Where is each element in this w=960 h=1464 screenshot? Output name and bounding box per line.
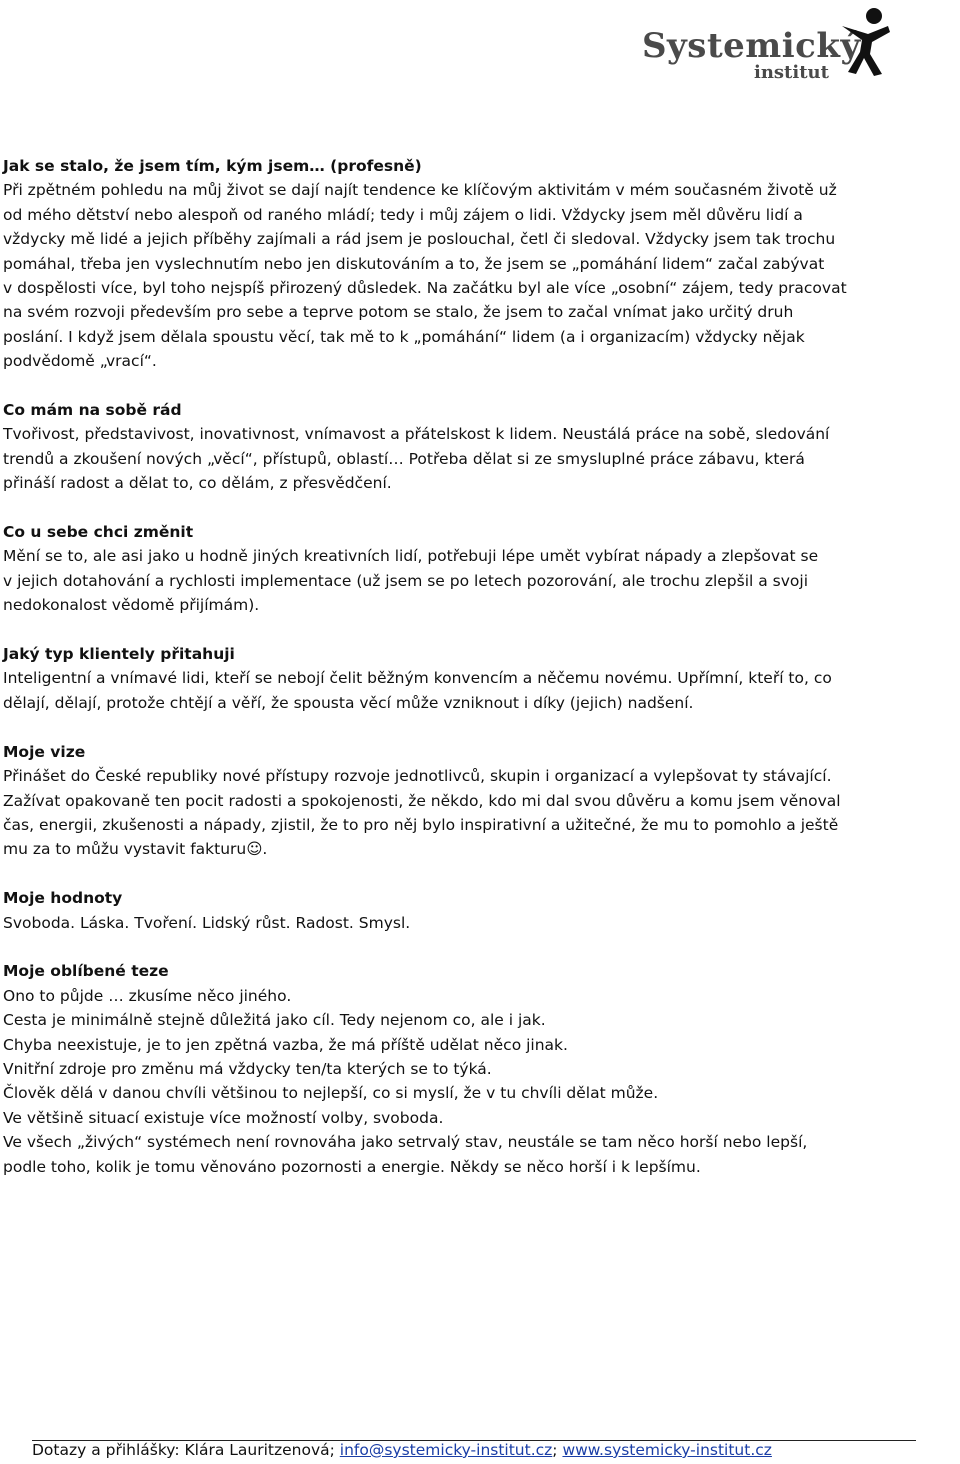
paragraph-line: Při zpětném pohledu na můj život se dají najít tendence ke klíčovým aktivitám v mém současném životě už [3, 181, 837, 200]
logo-figure-icon [836, 4, 896, 76]
paragraph-line: Svoboda. Láska. Tvoření. Lidský růst. Radost. Smysl. [3, 913, 411, 932]
paragraph-line: čas, energii, zkušenosti a nápady, zjistil, že to pro něj bylo inspirativní a užitečné, že mu to pomohlo a ještě [3, 815, 839, 834]
logo [636, 4, 896, 84]
section [3, 642, 958, 715]
paragraph-line: Cesta je minimálně stejně důležitá jako cíl. Tedy nejenom co, ale i jak. [3, 1011, 546, 1030]
paragraph-line: Tvořivost, představivost, inovativnost, vnímavost a přátelskost k lidem. Neustálá práce na sobě, sledování [3, 425, 830, 444]
paragraph-line: Ve všech „živých“ systémech není rovnováha jako setrvalý stav, neustále se tam něco horší nebo lepší, [3, 1133, 808, 1152]
paragraph-line: Mění se to, ale asi jako u hodně jiných kreativních lidí, potřebuji lépe umět vybírat nápady a zlepšovat se [3, 547, 819, 566]
paragraph-line: pomáhal, třeba jen vyslechnutím nebo jen diskutováním a to, že jsem se „pomáhání lidem“ začal zabývat [3, 254, 825, 273]
paragraph-line: od mého dětství nebo alespoň od raného mládí; tedy i můj zájem o lidi. Vždycky jsem měl důvěru lidí a [3, 205, 803, 224]
section-heading: Co u sebe chci změnit [3, 523, 194, 542]
paragraph-line: poslání. I když jsem dělala spoustu věcí, tak mě to k „pomáhání“ lidem (a i organizacím) vždycky nějak [3, 327, 805, 346]
section [3, 740, 958, 862]
paragraph-line: nedokonalost vědomě přijímám). [3, 596, 260, 615]
footer-contact: Dotazy a přihlášky: Klára Lauritzenová; [32, 1441, 340, 1459]
logo-name: Systemický [642, 26, 861, 66]
paragraph-line: Zažívat opakovaně ten pocit radosti a spokojenosti, že někdo, kdo mi dal svou důvěru a komu jsem věnoval [3, 791, 841, 810]
section [3, 886, 958, 935]
paragraph-line: vždycky mě lidé a jejich příběhy zajímali a rád jsem je poslouchal, četl či sledoval. Vždycky jsem tak trochu [3, 230, 836, 249]
paragraph-line: v jejich dotahování a rychlosti implementace (už jsem se po letech pozorování, ale trochu zlepšil a svoji [3, 571, 809, 590]
section [3, 520, 958, 618]
paragraph-line: v dospělosti více, byl toho nejspíš přirozený důsledek. Na začátku byl ale více „osobní“ zájem, tedy pracovat [3, 279, 847, 298]
paragraph-line: podle toho, kolik je tomu věnováno pozornosti a energie. Někdy se něco horší i k lepšímu. [3, 1157, 701, 1176]
section-heading: Jaký typ klientely přitahuji [3, 645, 235, 664]
paragraph-line: přináší radost a dělat to, co dělám, z přesvědčení. [3, 474, 392, 493]
paragraph-line: podvědomě „vrací“. [3, 352, 157, 371]
paragraph-line: Přinášet do České republiky nové přístupy rozvoje jednotlivců, skupin i organizací a vylepšovat ty stávající. [3, 767, 832, 786]
section-heading: Jak se stalo, že jsem tím, kým jsem… (profesně) [3, 157, 422, 175]
paragraph-line: mu za to můžu vystavit fakturu☺. [3, 840, 268, 859]
paragraph-line: Vnitřní zdroje pro změnu má vždycky ten/ta kterých se to týká. [3, 1059, 492, 1078]
footer-website-link[interactable]: www.systemicky-institut.cz [562, 1441, 772, 1459]
logo-subtitle: institut [754, 62, 829, 83]
paragraph-line: na svém rozvoji především pro sebe a teprve potom se stalo, že jsem to začal vnímat jako určitý druh [3, 303, 794, 322]
section [3, 959, 958, 1179]
footer-separator: ; [552, 1441, 563, 1459]
paragraph-line: Chyba neexistuje, je to jen zpětná vazba, že má příště udělat něco jinak. [3, 1035, 568, 1054]
footer-email-link[interactable]: info@systemicky-institut.cz [339, 1441, 553, 1459]
paragraph-line: Člověk dělá v danou chvíli většinou to nejlepší, co si myslí, že v tu chvíli dělat může. [3, 1084, 659, 1103]
section-heading: Moje oblíbené teze [3, 962, 169, 981]
section [3, 398, 958, 496]
paragraph-line: dělají, dělají, protože chtějí a věří, že spousta věcí může vzniknout i díky (jejich) nadšení. [3, 693, 694, 712]
footer [32, 1439, 772, 1461]
paragraph-line: Ve většině situací existuje více možností volby, svoboda. [3, 1108, 444, 1127]
paragraph-line: Ono to půjde … zkusíme něco jiného. [3, 986, 292, 1005]
section-heading: Moje hodnoty [3, 889, 123, 908]
paragraph-line: Inteligentní a vnímavé lidi, kteří se nebojí čelit běžným konvencím a něčemu novému. Upřímní, kteří to, co [3, 669, 832, 688]
section-heading: Co mám na sobě rád [3, 401, 182, 420]
section-heading: Moje vize [3, 742, 86, 761]
paragraph-line: trendů a zkoušení nových „věcí“, přístupů, oblastí… Potřeba dělat si ze smysluplné práce zábavu, která [3, 449, 805, 468]
section [3, 154, 958, 374]
document-body [3, 154, 958, 1203]
